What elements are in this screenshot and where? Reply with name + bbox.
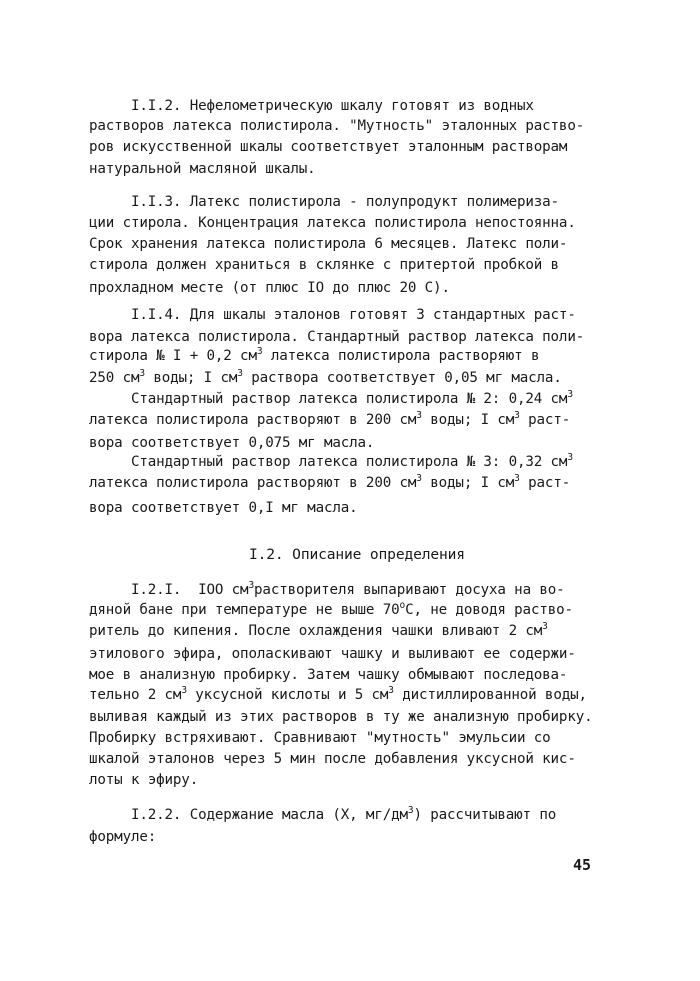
text-line <box>89 601 573 619</box>
text-line: вора соответствует 0,075 мг масла. <box>89 435 375 451</box>
text-line: этилового эфира, ополаскивают чашку и выливают ее содержи- <box>89 646 576 662</box>
text-segment: латекса полистирола растворяют в <box>262 348 540 364</box>
superscript: 3 <box>416 473 422 484</box>
superscript: 3 <box>542 621 548 632</box>
text-segment: I.2.I. IOO см <box>89 582 249 598</box>
superscript: 3 <box>139 368 145 379</box>
text-line <box>89 622 548 640</box>
superscript: 3 <box>248 580 255 591</box>
text-segment: дяной бане при температуре не выше 70 <box>89 602 400 618</box>
text-segment: С, не доводя раство- <box>405 602 573 618</box>
text-segment: 250 см <box>89 370 140 386</box>
text-line: Срок хранения латекса полистирола 6 месяцев. Латекс поли- <box>89 236 568 252</box>
text-segment: растворителя выпаривают досуха на во- <box>254 582 565 598</box>
superscript: 3 <box>416 410 422 421</box>
text-line <box>89 474 570 492</box>
superscript: 3 <box>388 685 394 696</box>
text-line <box>89 347 539 365</box>
text-segment: Стандартный раствор латекса полистирола № 3: 0,32 см <box>89 454 568 470</box>
superscript: 3 <box>181 685 187 696</box>
text-line: вора соответствует 0,I мг масла. <box>89 500 358 516</box>
text-segment: Стандартный раствор латекса полистирола № 2: 0,24 см <box>89 391 568 407</box>
page-number: 45 <box>573 856 592 874</box>
text-segment: латекса полистирола растворяют в 200 см <box>89 475 417 491</box>
superscript: 3 <box>567 452 573 463</box>
text-segment: раст- <box>519 475 571 491</box>
text-segment: раст- <box>519 412 571 428</box>
text-line: шкалой эталонов через 5 мин после добавления уксусной кис- <box>89 751 576 767</box>
text-line: вора латекса полистирола. Стандартный раствор латекса поли- <box>89 329 585 345</box>
text-line <box>89 453 573 471</box>
section-heading: I.2. Описание определения <box>249 546 465 563</box>
text-line <box>89 581 565 599</box>
text-line <box>89 369 562 387</box>
text-segment: дистиллированной воды, <box>393 687 587 703</box>
text-line <box>89 390 573 408</box>
text-line: лоты к эфиру. <box>89 772 199 788</box>
text-segment: латекса полистирола растворяют в 200 см <box>89 412 417 428</box>
superscript: 3 <box>514 473 520 484</box>
superscript: 3 <box>514 410 520 421</box>
text-line: I.I.4. Для шкалы эталонов готовят 3 стандартных раст- <box>89 307 576 323</box>
text-line: ров искусственной шкалы соответствует эталонным растворам <box>89 139 568 155</box>
text-segment: раствора соответствует 0,05 мг масла. <box>242 370 562 386</box>
text-line: I.I.2. Нефелометрическую шкалу готовят из водных <box>89 98 534 114</box>
text-segment: стирола № I + 0,2 см <box>89 348 257 364</box>
text-line: Пробирку встряхивают. Сравнивают "мутность" эмульсии со <box>89 730 551 746</box>
text-segment: уксусной кислоты и 5 см <box>186 687 389 703</box>
text-line <box>89 686 587 704</box>
superscript: 3 <box>237 368 243 379</box>
text-segment: воды; I см <box>144 370 238 386</box>
text-line: выливая каждый из этих растворов в ту же анализную пробирку. <box>89 709 593 725</box>
text-line: прохладном месте (от плюс IO до плюс 20 С). <box>89 280 450 296</box>
text-line: формуле: <box>89 829 157 845</box>
text-line <box>89 411 570 429</box>
superscript: 3 <box>256 346 263 357</box>
text-line: растворов латекса полистирола. "Мутность" эталонных раство- <box>89 118 585 134</box>
superscript: о <box>399 600 406 611</box>
text-line: мое в анализную пробирку. Затем чашку обмывают последова- <box>89 667 568 683</box>
text-segment: воды; I см <box>421 475 515 491</box>
superscript: 3 <box>407 805 414 816</box>
superscript: 3 <box>567 389 573 400</box>
text-segment: I.2.2. Содержание масла (X, мг/дм <box>89 807 408 823</box>
text-line <box>89 806 556 824</box>
text-line: натуральной масляной шкалы. <box>89 161 316 177</box>
text-segment: ритель до кипения. После охлаждения чашки вливают 2 см <box>89 623 543 639</box>
text-segment: ) рассчитывают по <box>413 807 557 823</box>
text-line: ции стирола. Концентрация латекса полистирола непостоянна. <box>89 215 576 231</box>
text-line: I.I.3. Латекс полистирола - полупродукт полимериза- <box>89 194 559 210</box>
text-line: стирола должен храниться в склянке с притертой пробкой в <box>89 257 559 273</box>
text-segment: воды; I см <box>421 412 515 428</box>
text-segment: тельно 2 см <box>89 687 182 703</box>
